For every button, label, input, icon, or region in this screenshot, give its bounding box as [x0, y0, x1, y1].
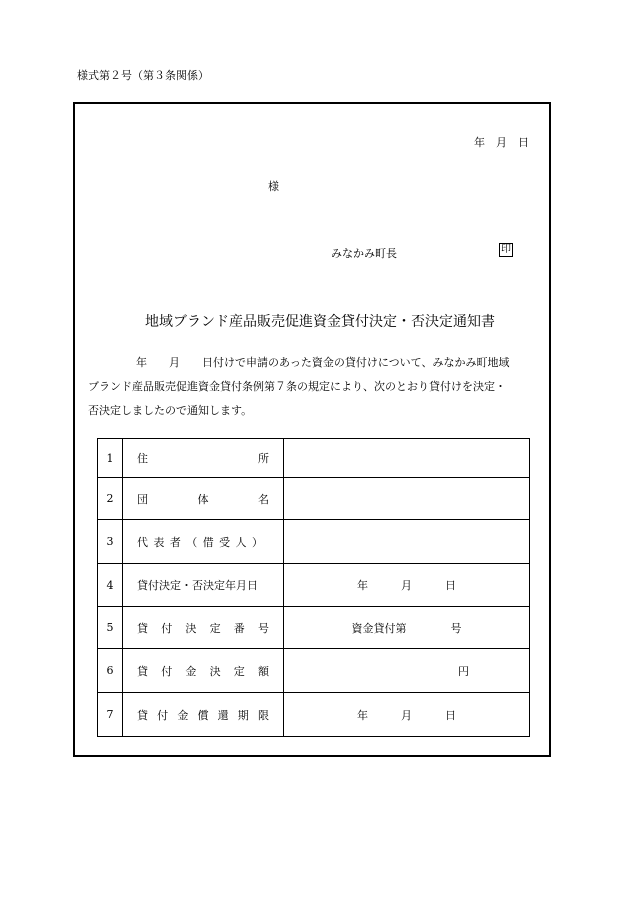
label-char: 受	[219, 535, 231, 549]
label-char: 借	[202, 535, 214, 549]
table-row	[98, 649, 530, 693]
row-number: 6	[98, 649, 123, 693]
row-number: 7	[98, 693, 123, 737]
seal-mark: 印	[501, 244, 511, 255]
issuer-title: みなかみ町長	[331, 247, 397, 260]
label-char: 定	[233, 664, 245, 678]
label-char: 住	[137, 452, 148, 465]
label-char: 期	[237, 708, 249, 722]
form-number-label: 様式第２号（第３条関係）	[77, 69, 209, 82]
body-line: 否決定しましたので通知します。	[88, 404, 253, 417]
label-text	[123, 577, 283, 593]
label-full: 貸付決定・否決定年月日	[137, 579, 258, 592]
organization-value	[284, 478, 530, 520]
date-line: 年 月 日	[474, 136, 529, 149]
label-char: 限	[257, 708, 269, 722]
label-text	[123, 534, 283, 550]
representative-value	[284, 520, 530, 564]
label-text	[123, 491, 283, 507]
label-char: 額	[257, 664, 269, 678]
label-char: ）	[251, 535, 263, 549]
label-char: 所	[258, 452, 269, 465]
row-label-decision-amount	[123, 649, 284, 693]
decision-amount-value	[284, 649, 530, 693]
row-number: 5	[98, 607, 123, 649]
row-number: 2	[98, 478, 123, 520]
body-line: ブランド産品販売促進資金貸付条例第７条の規定により、次のとおり貸付けを決定・	[88, 380, 506, 393]
label-char: 決	[185, 621, 197, 635]
label-char: 貸	[137, 621, 148, 635]
row-label-decision-date	[123, 564, 284, 607]
row-label-organization	[123, 478, 284, 520]
table-row	[98, 564, 530, 607]
label-char: 還	[217, 708, 229, 722]
table-row	[98, 520, 530, 564]
table-row	[98, 439, 530, 478]
row-label-address	[123, 439, 284, 478]
decision-date-value: 年 月 日	[284, 564, 530, 607]
label-text	[123, 620, 283, 636]
label-char: 者	[169, 535, 181, 549]
address-value	[284, 439, 530, 478]
yen-unit: 円	[458, 664, 469, 678]
label-char: 号	[257, 621, 269, 635]
body-paragraph	[88, 351, 540, 423]
label-char: 名	[258, 492, 269, 506]
details-table	[97, 438, 530, 737]
row-number: 3	[98, 520, 123, 564]
row-number: 1	[98, 439, 123, 478]
label-char: 定	[209, 621, 221, 635]
label-char: 付	[161, 664, 173, 678]
addressee-honorific: 様	[268, 180, 279, 193]
repayment-deadline-value: 年 月 日	[284, 693, 530, 737]
document-title: 地域ブランド産品販売促進資金貸付決定・否決定通知書	[145, 314, 495, 330]
label-text	[123, 707, 283, 723]
label-char: 体	[197, 492, 209, 506]
label-char: 貸	[137, 664, 148, 678]
decision-number-value: 資金貸付第 号	[284, 607, 530, 649]
label-char: （	[186, 535, 198, 549]
label-text	[123, 450, 283, 466]
table-row	[98, 607, 530, 649]
row-label-repayment-deadline	[123, 693, 284, 737]
label-char: 番	[233, 621, 245, 635]
label-char: 決	[209, 664, 221, 678]
label-char: 償	[197, 708, 209, 722]
label-char: 人	[235, 535, 247, 549]
label-char: 表	[153, 535, 165, 549]
label-char: 貸	[137, 708, 148, 722]
row-label-decision-number	[123, 607, 284, 649]
table-row	[98, 478, 530, 520]
body-line: 年 月 日付けで申請のあった資金の貸付けについて、みなかみ町地域	[136, 356, 510, 369]
label-char: 金	[185, 664, 197, 678]
label-text	[123, 663, 283, 679]
label-char: 団	[137, 492, 148, 506]
label-char: 代	[137, 535, 148, 549]
label-char: 付	[157, 708, 169, 722]
table-row	[98, 693, 530, 737]
label-char: 金	[177, 708, 189, 722]
row-number: 4	[98, 564, 123, 607]
row-label-representative	[123, 520, 284, 564]
label-char: 付	[161, 621, 173, 635]
